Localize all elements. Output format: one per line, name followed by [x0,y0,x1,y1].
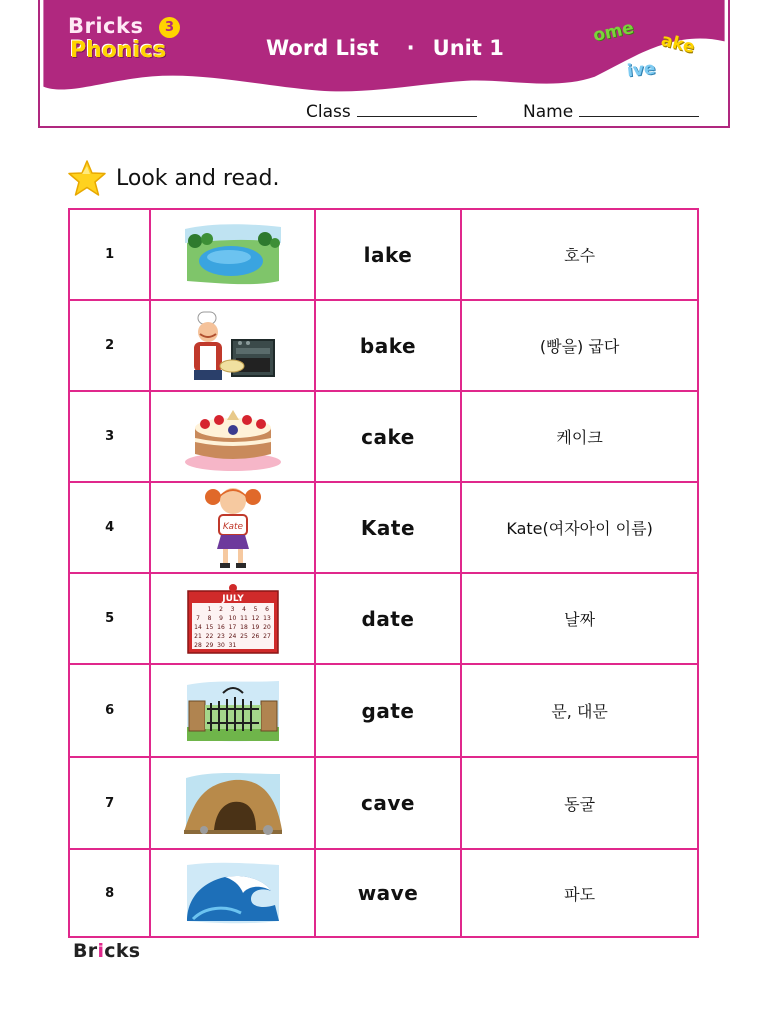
row-number: 2 [69,300,150,391]
footer-logo-part: cks [104,940,141,962]
calendar-day: 17 [228,623,236,631]
word-cell: Kate [315,482,461,573]
cave-picture [184,770,282,836]
row-number: 1 [69,209,150,300]
calendar-day: 3 [230,605,234,613]
meaning-cell: 날짜 [461,573,698,664]
calendar-day: 26 [251,632,259,640]
title-text: Word List [266,36,379,60]
table-row [69,573,698,664]
cake-picture [183,402,283,472]
calendar-day: 22 [205,632,213,640]
row-number: 3 [69,391,150,482]
table-row [69,300,698,391]
footer-logo-part: i [97,940,105,962]
baker-picture [188,310,278,382]
calendar-day: 4 [241,605,246,613]
deco-word-ake: ake [659,30,697,58]
word-cell: gate [315,664,461,757]
row-number: 6 [69,664,150,757]
calendar-day: 23 [216,632,225,640]
calendar-day: 1 [207,605,211,613]
word-cell: cake [315,391,461,482]
row-number: 4 [69,482,150,573]
calendar-day: 21 [193,632,202,640]
star-icon [68,160,106,196]
calendar-day: 11 [239,614,248,622]
calendar-day: 10 [228,614,236,622]
word-cell: lake [315,209,461,300]
word-cell: date [315,573,461,664]
word-cell: cave [315,757,461,849]
logo-bricks-text: Bricks [68,14,144,38]
table-row [69,757,698,849]
calendar-day: 14 [193,623,202,631]
unit-text: Unit 1 [432,36,504,60]
calendar-day: 20 [262,623,271,631]
calendar-day: 12 [251,614,259,622]
table-row [69,849,698,937]
instruction-text: Look and read. [116,166,280,191]
calendar-day: 8 [207,614,211,622]
meaning-cell: Kate(여자아이 이름) [461,482,698,573]
meaning-cell: 문, 대문 [461,664,698,757]
calendar-day: 19 [251,623,259,631]
name-field [523,100,699,122]
deco-word-ive: ive [626,58,657,82]
calendar-day: 30 [216,641,225,649]
calendar-day: 18 [239,623,248,631]
name-label: Name [523,102,574,122]
calendar-day: 5 [253,605,257,613]
kate-shirt-text: Kate [222,521,243,532]
calendar-day: 31 [228,641,236,649]
wave-picture [185,861,281,925]
row-number: 7 [69,757,150,849]
calendar-day: 29 [205,641,213,649]
word-cell: wave [315,849,461,937]
class-label: Class [306,102,351,122]
calendar-day: 25 [239,632,248,640]
name-blank-line[interactable] [579,100,699,117]
calendar-day: 27 [262,632,271,640]
footer-logo-part: Br [73,940,98,962]
calendar-day: 2 [218,605,223,613]
table-row [69,664,698,757]
class-field [306,100,477,122]
word-list-table [68,208,699,938]
girl-kate-picture [203,485,263,571]
lake-picture [185,223,281,287]
meaning-cell: 케이크 [461,391,698,482]
calendar-day: 9 [218,614,223,622]
calendar-day: 13 [262,614,271,622]
worksheet-header [38,0,730,128]
calendar-month: JULY [221,593,244,604]
calendar-day: 15 [205,623,213,631]
calendar-day: 16 [216,623,225,631]
calendar-picture [186,583,280,655]
title-separator: · [406,36,415,60]
class-blank-line[interactable] [357,100,477,117]
meaning-cell: (빵을) 굽다 [461,300,698,391]
meaning-cell: 파도 [461,849,698,937]
meaning-cell: 호수 [461,209,698,300]
footer-logo [73,940,140,962]
page-title [266,36,504,60]
calendar-day: 6 [264,605,269,613]
calendar-day: 7 [195,614,200,622]
calendar-day: 24 [228,632,236,640]
table-row [69,209,698,300]
logo-level-badge: 3 [159,17,180,38]
deco-word-ome: ome [591,17,636,47]
table-row [69,391,698,482]
meaning-cell: 동굴 [461,757,698,849]
calendar-day: 28 [193,641,202,649]
table-row [69,482,698,573]
gate-picture [185,679,281,743]
row-number: 8 [69,849,150,937]
word-cell: bake [315,300,461,391]
row-number: 5 [69,573,150,664]
logo-phonics-text: Phonics [70,38,167,63]
